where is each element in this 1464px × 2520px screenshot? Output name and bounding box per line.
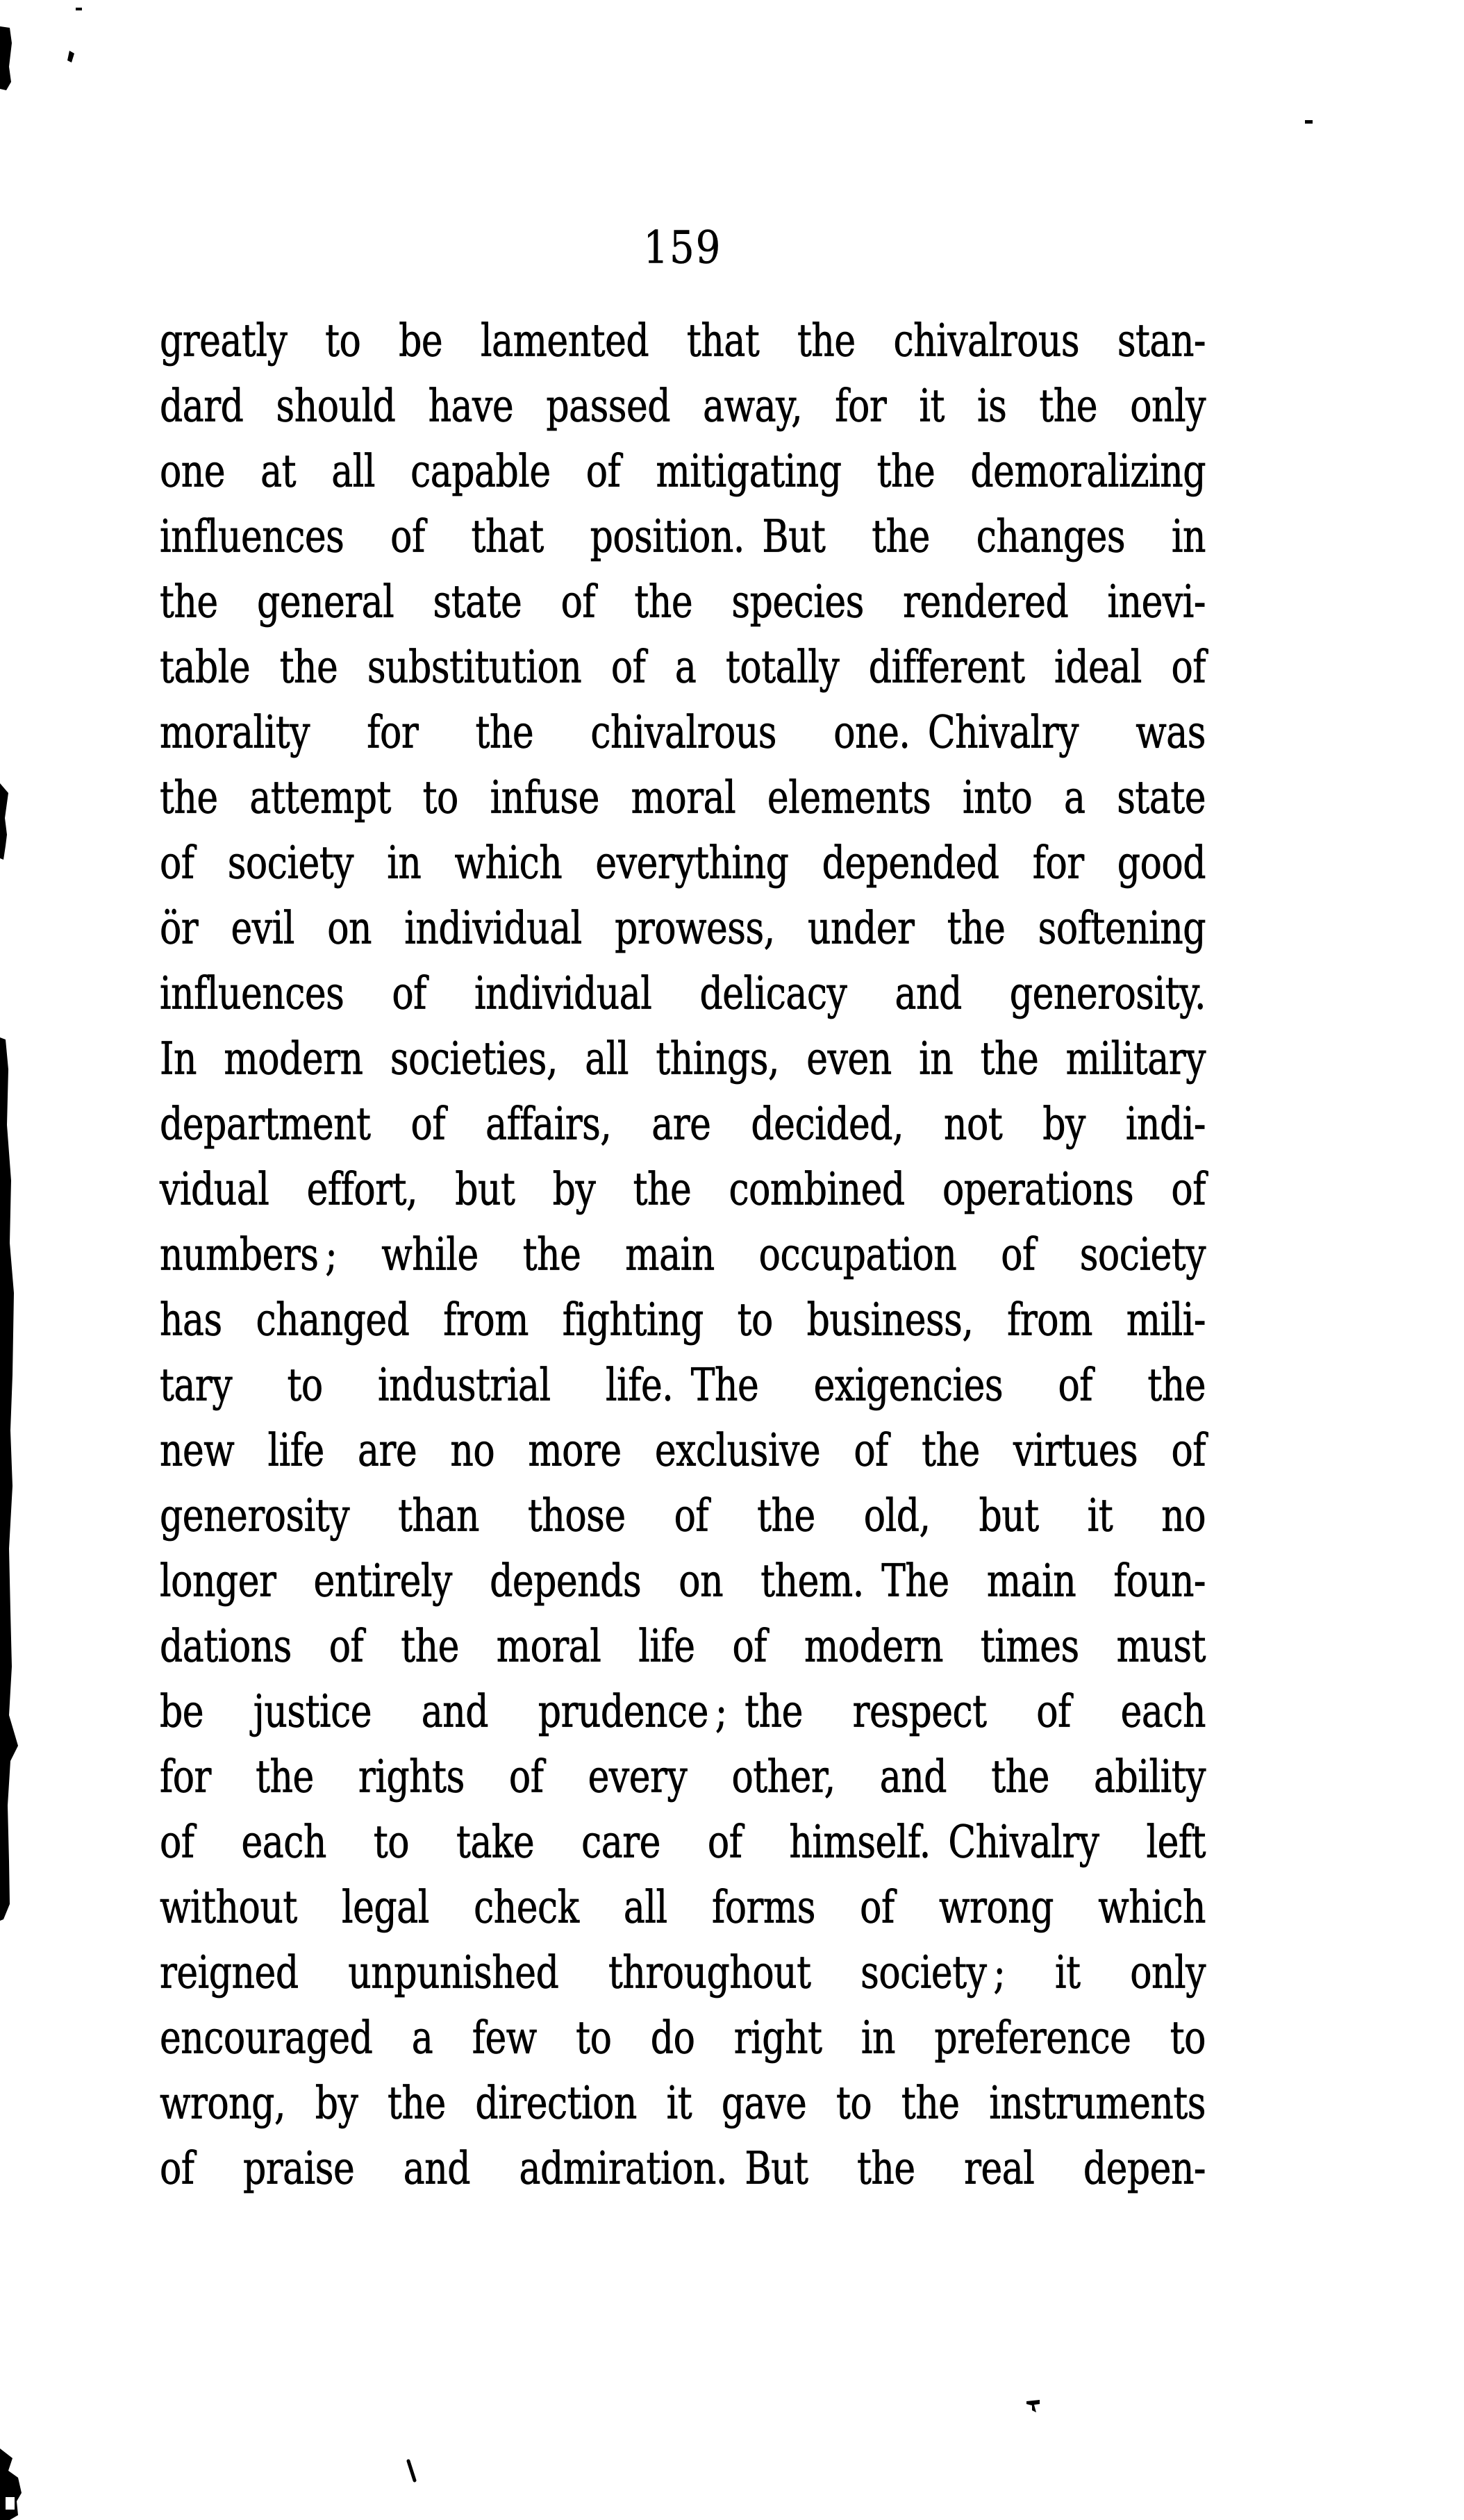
scan-artifact-backslash-stroke	[408, 2461, 415, 2480]
scan-artifact-left-bar-long	[0, 1037, 18, 1921]
text-line: the attempt to infuse moral elements into a state	[160, 771, 1206, 824]
scan-artifact-top-left-dash	[76, 8, 82, 10]
text-line: influences of individual delicacy and generosity.	[160, 967, 1206, 1020]
text-line: of praise and admiration. But the real depen-	[160, 2142, 1206, 2195]
scan-artifact-apostrophe-speck	[67, 51, 74, 62]
page-number: 159	[643, 222, 722, 274]
scan-artifact-bottom-left-blob	[0, 2448, 22, 2520]
text-line: new life are no more exclusive of the virtues of	[160, 1424, 1206, 1477]
scan-artifact-hook-mark	[1026, 2400, 1040, 2412]
scan-artifact-bottom-left-notch	[6, 2497, 15, 2510]
text-line: reigned unpunished throughout society ; it only	[160, 1946, 1206, 1999]
text-line: In modern societies, all things, even in the military	[160, 1033, 1206, 1085]
text-line: dations of the moral life of modern times must	[160, 1620, 1206, 1673]
text-line: encouraged a few to do right in preference to	[160, 2012, 1206, 2064]
text-line: department of affairs, are decided, not by indi-	[160, 1098, 1206, 1151]
body-text	[160, 308, 1206, 2201]
scan-artifact-left-mark-upper	[0, 783, 8, 860]
text-line: morality for the chivalrous one. Chivalry was	[160, 706, 1206, 759]
text-line: the general state of the species rendered inevi-	[160, 576, 1206, 628]
text-line: of each to take care of himself. Chivalry left	[160, 1816, 1206, 1869]
text-line: influences of that position. But the changes in	[160, 510, 1206, 563]
scan-artifact-top-left-bar	[0, 26, 12, 90]
text-line: longer entirely depends on them. The main foun-	[160, 1555, 1206, 1608]
text-line: has changed from fighting to business, from mili-	[160, 1294, 1206, 1346]
text-line: be justice and prudence ; the respect of each	[160, 1685, 1206, 1738]
text-line: numbers ; while the main occupation of society	[160, 1228, 1206, 1281]
text-line: one at all capable of mitigating the demoralizing	[160, 445, 1206, 498]
text-line: for the rights of every other, and the ability	[160, 1751, 1206, 1803]
text-line: tary to industrial life. The exigencies of the	[160, 1359, 1206, 1412]
text-line: without legal check all forms of wrong which	[160, 1881, 1206, 1934]
text-line: of society in which everything depended for good	[160, 837, 1206, 890]
text-line: generosity than those of the old, but it no	[160, 1490, 1206, 1542]
text-line: vidual effort, but by the combined operations of	[160, 1163, 1206, 1216]
scan-artifact-top-right-dash	[1305, 120, 1313, 124]
text-line: greatly to be lamented that the chivalrous stan-	[160, 315, 1206, 367]
text-line: dard should have passed away, for it is the only	[160, 380, 1206, 433]
text-line: table the substitution of a totally different ideal of	[160, 641, 1206, 694]
text-line: wrong, by the direction it gave to the instruments	[160, 2077, 1206, 2130]
text-line: ör evil on individual prowess, under the softening	[160, 902, 1206, 955]
